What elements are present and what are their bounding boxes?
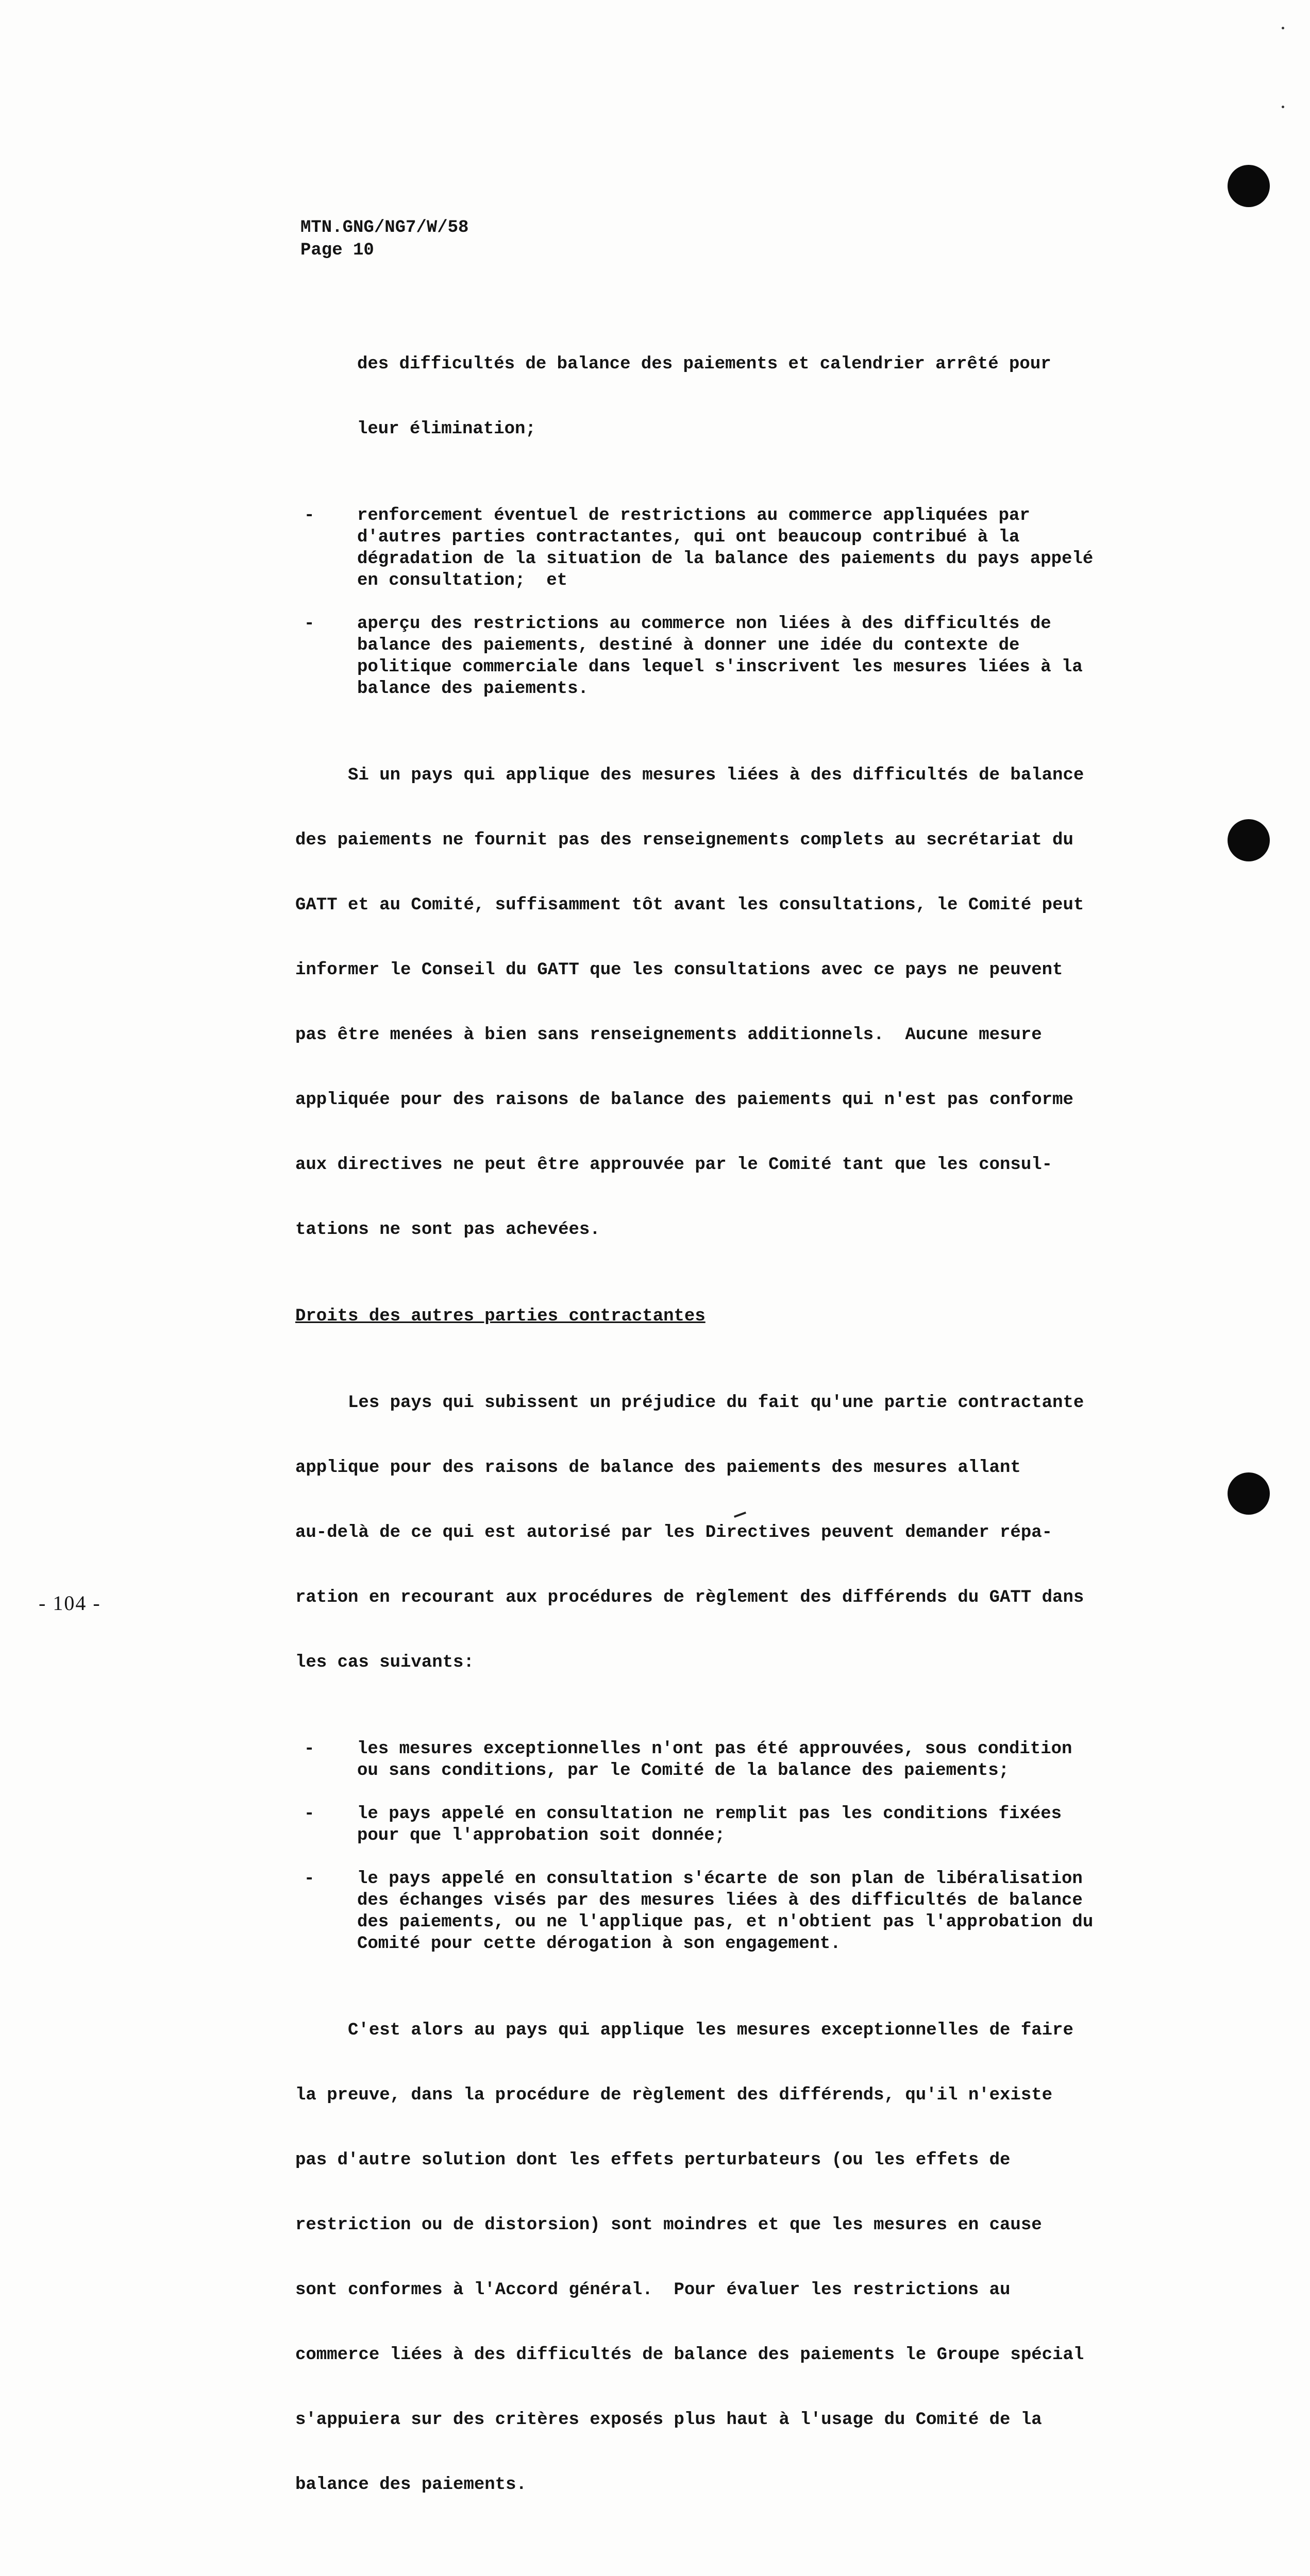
text-line: dégradation de la situation de la balance des paiements du pays appelé — [357, 549, 1094, 569]
paragraph — [295, 1349, 1161, 1717]
list-item — [295, 1803, 1161, 1846]
page-number: - 104 - — [39, 1591, 101, 1615]
text-line: tations ne sont pas achevées. — [295, 1220, 600, 1240]
list-item — [295, 505, 1161, 591]
text-line: pas être menées à bien sans renseignements additionnels. Aucune mesure — [295, 1025, 1042, 1045]
list-item — [295, 613, 1161, 700]
scan-speck — [1282, 27, 1284, 29]
text-line: balance des paiements. — [295, 2475, 527, 2495]
punch-hole-icon — [1228, 819, 1270, 861]
punch-hole-icon — [1228, 165, 1270, 207]
text-line: pas d'autre solution dont les effets perturbateurs (ou les effets de — [295, 2150, 1011, 2170]
bullet-dash: - — [304, 1869, 315, 1889]
text-line: aux directives ne peut être approuvée par le Comité tant que les consul- — [295, 1155, 1053, 1175]
text-line: d'autres parties contractantes, qui ont beaucoup contribué à la — [357, 528, 1020, 547]
bullet-dash: - — [304, 614, 315, 634]
text-line: au-delà de ce qui est autorisé par les Directives peuvent demander répa- — [295, 1523, 1053, 1543]
text-line: appliquée pour des raisons de balance des paiements qui n'est pas conforme — [295, 1090, 1073, 1110]
text-line: les cas suivants: — [295, 1653, 474, 1672]
text-line: s'appuiera sur des critères exposés plus haut à l'usage du Comité de la — [295, 2410, 1042, 2430]
scan-speck — [1282, 106, 1284, 108]
text-line: pour que l'approbation soit donnée; — [357, 1826, 726, 1845]
paragraph — [295, 2561, 1161, 2576]
text-line: ou sans conditions, par le Comité de la balance des paiements; — [357, 1761, 1010, 1781]
text-line: leur élimination; — [357, 419, 536, 439]
text-line: C'est alors au pays qui applique les mesures exceptionnelles de faire — [295, 2021, 1073, 2040]
text-line: restriction ou de distorsion) sont moindres et que les mesures en cause — [295, 2215, 1042, 2235]
paragraph-continuation — [295, 310, 1161, 483]
section-heading: Droits des autres parties contractantes — [295, 1307, 706, 1326]
document-reference — [300, 216, 468, 262]
text-line: renforcement éventuel de restrictions au commerce appliquées par — [357, 506, 1030, 526]
text-line: balance des paiements, destiné à donner une idée du contexte de — [357, 636, 1020, 655]
bullet-dash: - — [304, 506, 315, 526]
text-line: le pays appelé en consultation s'écarte de son plan de libéralisation — [357, 1869, 1083, 1889]
text-line: politique commerciale dans lequel s'inscrivent les mesures liées à la — [357, 657, 1083, 677]
text-line: des paiements ne fournit pas des renseignements complets au secrétariat du — [295, 831, 1073, 850]
punch-hole-icon — [1228, 1472, 1270, 1515]
text-line: ration en recourant aux procédures de règlement des différends du GATT dans — [295, 1588, 1084, 1607]
page-label: Page 10 — [300, 241, 374, 260]
text-line: la preuve, dans la procédure de règlement des différends, qu'il n'existe — [295, 2086, 1053, 2105]
text-line: Les pays qui subissent un préjudice du fait qu'une partie contractante — [295, 1393, 1084, 1413]
text-line: les mesures exceptionnelles n'ont pas été approuvées, sous condition — [357, 1739, 1072, 1759]
text-line: le pays appelé en consultation ne remplit pas les conditions fixées — [357, 1804, 1062, 1824]
paragraph — [295, 721, 1161, 1284]
text-line: Si un pays qui applique des mesures liées à des difficultés de balance — [295, 766, 1084, 785]
text-line: informer le Conseil du GATT que les consultations avec ce pays ne peuvent — [295, 960, 1063, 980]
text-line: applique pour des raisons de balance des paiements des mesures allant — [295, 1458, 1021, 1478]
text-line: balance des paiements. — [357, 679, 589, 699]
text-line: Comité pour cette dérogation à son engagement. — [357, 1934, 841, 1954]
bullet-dash: - — [304, 1804, 315, 1824]
text-line: des échanges visés par des mesures liées à des difficultés de balance — [357, 1891, 1083, 1910]
list-item — [295, 1738, 1161, 1782]
text-line: commerce liées à des difficultés de balance des paiements le Groupe spécial — [295, 2345, 1084, 2365]
paragraph — [295, 1976, 1161, 2539]
text-line: en consultation; et — [357, 571, 568, 590]
document-symbol: MTN.GNG/NG7/W/58 — [300, 218, 469, 238]
text-line: GATT et au Comité, suffisamment tôt avant les consultations, le Comité peut — [295, 895, 1084, 915]
text-line: des paiements, ou ne l'applique pas, et n'obtient pas l'approbation du — [357, 1912, 1094, 1932]
document-body — [295, 310, 1161, 2576]
list-item — [295, 1868, 1161, 1955]
text-line: sont conformes à l'Accord général. Pour évaluer les restrictions au — [295, 2280, 1011, 2300]
bullet-dash: - — [304, 1739, 315, 1759]
text-line: aperçu des restrictions au commerce non liées à des difficultés de — [357, 614, 1051, 634]
text-line: des difficultés de balance des paiements et calendrier arrêté pour — [357, 354, 1051, 374]
